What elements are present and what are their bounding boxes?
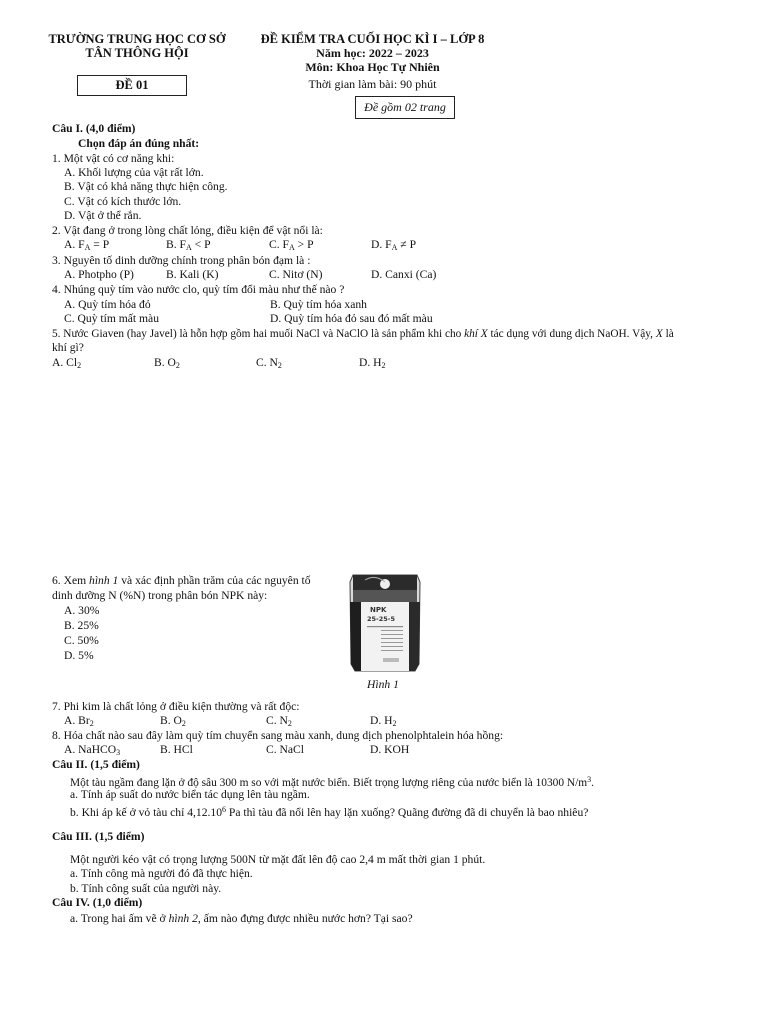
section-1-title: Câu I. (4,0 điểm): [52, 122, 136, 135]
question-7-option-a: A. $Br_2$: [64, 714, 94, 728]
question-6-option-d: D. 5%: [64, 649, 94, 662]
question-7-option-b: B. $O_2$: [160, 714, 186, 728]
section-1-instruction: Chọn đáp án đúng nhất:: [78, 137, 200, 150]
section-2-intro: Một tàu ngầm đang lặn ở độ sâu 300 m so với mặt nước biển. Biết trọng lượng riêng của nước biển là 10300 $N/m^3$.: [70, 775, 595, 789]
question-6-option-b: B. 25%: [64, 619, 99, 632]
question-4-option-b: B. Quỳ tím hóa xanh: [270, 298, 367, 311]
exam-time: Thời gian làm bài: 90 phút: [308, 77, 437, 91]
question-4-option-d: D. Quỳ tím hóa đỏ sau đó mất màu: [270, 312, 433, 325]
page-count-box: Đề gồm 02 trang: [355, 96, 455, 119]
section-4-part-a: a. Trong hai ấm vẽ ở hình 2, ấm nào đựng được nhiều nước hơn? Tại sao?: [70, 912, 413, 925]
section-3-intro: Một người kéo vật có trọng lượng 500N từ mặt đất lên độ cao 2,4 m mất thời gian 1 phút.: [70, 853, 486, 866]
section-2-part-a: a. Tính áp suất do nước biển tác dụng lên tàu ngầm.: [70, 788, 310, 801]
question-3-option-b: B. Kali (K): [166, 268, 219, 281]
question-4-option-c: C. Quỳ tím mất màu: [64, 312, 159, 325]
question-5-option-a: A. $Cl_2$: [52, 356, 82, 370]
figure-1-caption: Hình 1: [367, 678, 399, 691]
question-2-stem: 2. Vật đang ở trong lòng chất lỏng, điều kiện để vật nổi là:: [52, 224, 323, 237]
question-6-stem-line2: dinh dưỡng N (%N) trong phân bón NPK này:: [52, 589, 268, 602]
question-1-option-b: B. Vật có khả năng thực hiện công.: [64, 180, 228, 193]
section-3-part-b: b. Tính công suất của người này.: [70, 882, 222, 895]
question-8-option-a: A. NaHCO$_3$: [64, 743, 121, 757]
question-7-option-c: C. $N_2$: [266, 714, 292, 728]
subject: Môn: Khoa Học Tự Nhiên: [305, 60, 440, 74]
question-5-stem-line2: khí gì?: [52, 341, 84, 354]
question-7-stem: 7. Phi kim là chất lỏng ở điều kiện thường và rất độc:: [52, 700, 300, 713]
question-4-option-a: A. Quỳ tím hóa đỏ: [64, 298, 151, 311]
question-8-option-d: D. KOH: [370, 743, 410, 756]
question-5-option-d: D. $H_2$: [359, 356, 386, 370]
exam-code-box: ĐỀ 01: [77, 75, 187, 96]
question-1-option-d: D. Vật ở thể rắn.: [64, 209, 142, 222]
question-5-stem: 5. Nước Giaven (hay Javel) là hỗn hợp gồm hai muối NaCl và NaClO là sản phẩm khi cho khí X tác dụng với dung dịch NaOH. Vậy, X là: [52, 328, 674, 340]
question-4-stem: 4. Nhúng quỳ tím vào nước clo, quỳ tím đổi màu như thế nào ?: [52, 283, 345, 296]
npk-fertilizer-bag-image: [345, 572, 425, 674]
question-8-option-b: B. HCl: [160, 743, 193, 756]
question-5-option-b: B. $O_2$: [154, 356, 180, 370]
question-3-option-c: C. Nitơ (N): [269, 268, 323, 281]
question-7-option-d: D. $H_2$: [370, 714, 397, 728]
school-name-line1: TRƯỜNG TRUNG HỌC CƠ SỞ: [48, 32, 226, 46]
question-1-option-a: A. Khối lượng của vật rất lớn.: [64, 166, 204, 179]
section-2-title: Câu II. (1,5 điểm): [52, 758, 140, 771]
question-8-option-c: C. NaCl: [266, 743, 305, 756]
section-3-part-a: a. Tính công mà người đó đã thực hiện.: [70, 867, 253, 880]
bag-ratio: 25-25-5: [367, 615, 396, 623]
question-1-option-c: C. Vật có kích thước lớn.: [64, 195, 182, 208]
question-6-option-a: A. 30%: [64, 604, 100, 617]
question-3-option-a: A. Photpho (P): [64, 268, 134, 281]
question-2-option-c: C. $F_A > P$: [269, 238, 314, 252]
question-6-stem: 6. Xem hình 1 và xác định phần trăm của các nguyên tố: [52, 574, 311, 587]
question-3-option-d: D. Canxi (Ca): [371, 268, 437, 281]
section-4-title: Câu IV. (1,0 điểm): [52, 896, 143, 909]
question-6-option-c: C. 50%: [64, 634, 99, 647]
question-3-stem: 3. Nguyên tố dinh dưỡng chính trong phân bón đạm là :: [52, 254, 311, 267]
bag-label: NPK: [370, 606, 387, 614]
exam-title: ĐỀ KIỂM TRA CUỐI HỌC KÌ I – LỚP 8: [260, 32, 485, 46]
question-5-option-c: C. $N_2$: [256, 356, 282, 370]
question-2-option-b: B. $F_A < P$: [166, 238, 211, 252]
school-year: Năm học: 2022 – 2023: [316, 46, 429, 60]
question-2-option-a: A. $F_A = P$: [64, 238, 110, 252]
question-1-stem: 1. Một vật có cơ năng khi:: [52, 152, 175, 165]
question-8-stem: 8. Hóa chất nào sau đây làm quỳ tím chuyển sang màu xanh, dung dịch phenolphtalein hóa hồng:: [52, 729, 504, 742]
section-3-title: Câu III. (1,5 điểm): [52, 830, 145, 843]
question-2-option-d: D. $F_A \ne P$: [371, 238, 417, 252]
school-name-line2: TÂN THÔNG HỘI: [85, 46, 189, 60]
section-2-part-b: b. Khi áp kế ở vỏ tàu chỉ 4,12.10$^6$ Pa thì tàu đã nổi lên hay lặn xuống? Quãng đường đã di chuyển là bao nhiêu?: [70, 805, 589, 819]
